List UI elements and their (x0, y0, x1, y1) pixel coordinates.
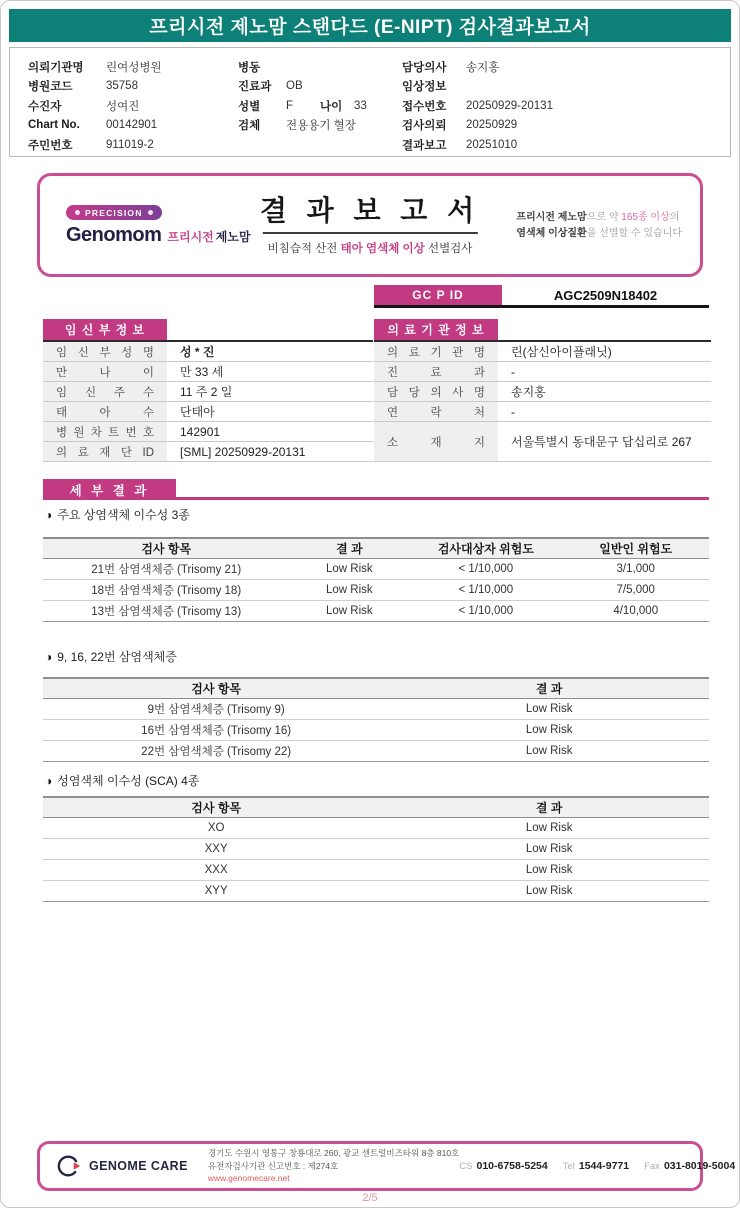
table-cell: Low Risk (525, 864, 573, 876)
table-cell: < 1/10,000 (458, 605, 514, 617)
report-header-box (37, 173, 703, 277)
brand-name: Genomom (66, 224, 162, 246)
field-label: 주민번호 (28, 139, 73, 152)
gcpid-row (374, 285, 709, 308)
table-title-row (43, 319, 373, 342)
field-value: 20250929-20131 (466, 99, 553, 112)
genome-care-logo (56, 1153, 188, 1179)
brand-kr-accent: 프리시전 (167, 230, 214, 244)
section-heading-trisomy-9-16-22 (45, 648, 177, 665)
row-label: 담 당 의 사 명 (374, 382, 498, 401)
field-label: 성별 (238, 100, 261, 113)
badge-dot-icon (148, 210, 153, 215)
table-cell: 7/5,000 (616, 584, 655, 596)
table-row (43, 839, 709, 860)
row-value: 단태아 (180, 405, 215, 419)
table-row (43, 601, 709, 622)
field-value: OB (286, 80, 303, 93)
row-value: 서울특별시 동대문구 답십리로 267 (511, 435, 692, 449)
table-cell: Low Risk (525, 745, 573, 757)
row-value: 142901 (180, 424, 221, 439)
row-label: 태 아 수 (43, 402, 167, 421)
info-row (402, 135, 720, 155)
field-label: 검체 (238, 120, 261, 133)
field-value: 송지홍 (466, 61, 500, 74)
row-value: 11 주 2 일 (180, 385, 233, 399)
table-cell: XO (207, 822, 225, 834)
table-cell: Low Risk (525, 724, 573, 736)
genomom-logo (66, 202, 251, 247)
precision-badge (66, 205, 162, 220)
row-label: 진 료 과 (374, 362, 498, 381)
detail-section-title: 세 부 결 과 (43, 479, 176, 500)
field-label: 의뢰기관명 (28, 61, 84, 74)
genome-care-logo-icon (56, 1153, 84, 1179)
table-row (374, 422, 711, 462)
section-heading-text: 성염색체 이수성 (SCA) 4종 (57, 774, 200, 788)
section-heading-sca (45, 772, 199, 789)
row-label: 소 재 지 (374, 422, 498, 461)
footer-website-link[interactable]: www.genomecare.net (207, 1173, 290, 1184)
info-row (238, 116, 413, 136)
table-row (43, 559, 709, 580)
table-row (43, 382, 373, 402)
table-row (43, 442, 373, 462)
table-header-row (43, 677, 709, 699)
column-header: 결 과 (535, 682, 563, 696)
table-cell: Low Risk (525, 843, 573, 855)
table-row (43, 362, 373, 382)
table-row (374, 362, 711, 382)
clinic-info-table (374, 319, 711, 462)
field-label: 결과보고 (402, 139, 447, 152)
table-row (374, 382, 711, 402)
table-header-row (43, 537, 709, 559)
table-title-row (374, 319, 711, 342)
table-cell: Low Risk (525, 703, 573, 715)
row-label: 의 료 재 단 ID (43, 442, 167, 461)
column-header: 검사 항목 (191, 682, 241, 696)
column-header: 검사 항목 (191, 801, 241, 815)
result-table-major-trisomy (43, 537, 709, 622)
table-cell: Low Risk (326, 563, 373, 575)
table-row (43, 720, 709, 741)
row-label: 의 료 기 관 명 (374, 342, 498, 361)
table-cell: 21번 삼염색체증 (Trisomy 21) (91, 564, 242, 576)
table-cell: 16번 삼염색체증 (Trisomy 16) (141, 725, 292, 737)
badge-dot-icon (75, 210, 80, 215)
row-label: 연 락 처 (374, 402, 498, 421)
table-row (43, 580, 709, 601)
row-label: 임 신 부 성 명 (43, 342, 167, 361)
field-label: 수진자 (28, 100, 62, 113)
field-label: 진료과 (238, 81, 272, 94)
footer-contacts (459, 1160, 735, 1172)
field-value: 911019-2 (106, 138, 154, 151)
table-cell: < 1/10,000 (458, 563, 514, 575)
contact-cs: CS 010-6758-5254 (459, 1160, 548, 1172)
table-cell: XYY (204, 885, 228, 897)
info-row (28, 116, 233, 136)
order-info-box (9, 47, 731, 157)
field-value: 33 (354, 99, 367, 112)
address-line-1: 경기도 수원시 영통구 창룡대로 260, 광교 센트럴비즈타워 8층 810호 (207, 1147, 460, 1158)
table-row (374, 342, 711, 362)
field-label: 나이 (320, 100, 343, 113)
field-value: 35758 (106, 80, 138, 93)
footer (37, 1141, 736, 1191)
gcpid-label: GC P ID (374, 285, 502, 305)
row-label: 만 나 이 (43, 362, 167, 381)
table-cell: < 1/10,000 (458, 584, 514, 596)
section-heading-text: 주요 상염색체 이수성 3종 (57, 508, 190, 522)
title-divider (262, 232, 477, 234)
table-row (43, 860, 709, 881)
table-row (43, 818, 709, 839)
table-title: 임 신 부 정 보 (43, 319, 167, 340)
row-value: 성 * 진 (180, 345, 215, 359)
address-line-2: 유전자검사기관 신고번호 : 제274호 (207, 1160, 339, 1171)
report-tagline: 프리시전 제노맘으로 약 165종 이상의 염색체 이상질환을 선별할 수 있습니다 (516, 212, 682, 239)
column-header: 일반인 위험도 (599, 542, 673, 556)
table-cell: XXY (204, 843, 228, 855)
info-row (28, 57, 233, 77)
row-value: 송지홍 (511, 385, 546, 399)
field-label: 접수번호 (402, 100, 447, 113)
info-row (402, 96, 720, 116)
column-header: 결 과 (535, 801, 563, 815)
result-table-trisomy-9-16-22 (43, 677, 709, 762)
field-label: 임상정보 (402, 81, 447, 94)
row-value: 린(삼신아이플래닛) (511, 345, 612, 359)
info-row (238, 77, 413, 97)
row-value: 만 33 세 (180, 365, 224, 379)
field-value: F (286, 99, 294, 112)
report-title: 결 과 보 고 서 (259, 195, 481, 226)
section-heading-major-trisomy (45, 506, 190, 523)
page-title: 프리시전 제노맘 스탠다드 (E-NIPT) 검사결과보고서 (9, 9, 731, 42)
badge-text: PRECISION (85, 207, 143, 218)
info-row (238, 96, 413, 116)
order-info-col-2 (238, 57, 413, 135)
section-heading-text: 9, 16, 22번 삼염색체증 (57, 650, 177, 664)
detail-section-header (43, 479, 709, 500)
footer-address (208, 1147, 459, 1185)
row-label: 임 신 주 수 (43, 382, 167, 401)
half-circle-bullet-icon: ◑ (45, 649, 53, 664)
field-label: 병원코드 (28, 81, 73, 94)
field-value: 성여진 (106, 100, 140, 113)
brand-kr: 제노맘 (215, 230, 251, 244)
info-row (402, 57, 720, 77)
result-table-sca (43, 796, 709, 902)
info-row (28, 96, 233, 116)
table-header-row (43, 796, 709, 818)
field-label: 검사의뢰 (402, 120, 447, 133)
table-cell: Low Risk (326, 605, 373, 617)
contact-tel: Tel 1544-9771 (562, 1160, 630, 1172)
table-cell: 22번 삼염색체증 (Trisomy 22) (141, 746, 292, 758)
report-title-block (260, 189, 480, 256)
table-cell: Low Risk (326, 584, 373, 596)
field-label: 병동 (238, 61, 261, 74)
row-value: - (511, 364, 515, 379)
info-row (238, 57, 413, 77)
table-cell: Low Risk (525, 822, 573, 834)
table-cell: 13번 삼염색체증 (Trisomy 13) (91, 606, 242, 618)
half-circle-bullet-icon: ◑ (45, 507, 53, 522)
column-header: 결 과 (336, 542, 363, 556)
table-cell: 9번 삼염색체증 (Trisomy 9) (147, 704, 285, 716)
field-label: Chart No. (28, 119, 80, 132)
order-info-col-3 (402, 57, 720, 155)
field-value: 20250929 (466, 119, 518, 132)
half-circle-bullet-icon: ◑ (45, 773, 53, 788)
column-header: 검사대상자 위험도 (437, 542, 534, 556)
table-cell: 18번 삼염색체증 (Trisomy 18) (91, 585, 242, 597)
order-info-col-1 (28, 57, 233, 155)
table-row (374, 402, 711, 422)
mother-info-table (43, 319, 373, 462)
table-cell: 3/1,000 (616, 563, 655, 575)
row-value: - (511, 404, 515, 419)
brand-line (66, 224, 251, 247)
info-row (402, 116, 720, 136)
table-row (43, 699, 709, 720)
field-label: 담당의사 (402, 61, 447, 74)
info-row (28, 135, 233, 155)
table-cell: 4/10,000 (613, 605, 659, 617)
table-title: 의 료 기 관 정 보 (374, 319, 498, 340)
info-row (402, 77, 720, 97)
field-value: 00142901 (106, 119, 158, 132)
table-cell: XXX (204, 864, 228, 876)
table-row (43, 342, 373, 362)
field-value: 린여성병원 (106, 61, 162, 74)
genome-care-name: GENOME CARE (89, 1159, 188, 1173)
field-value: 전용용기 혈장 (286, 120, 356, 133)
report-subtitle: 비침습적 산전 태아 염색체 이상 선별검사 (267, 243, 473, 255)
info-row (28, 77, 233, 97)
table-row (43, 422, 373, 442)
gcpid-value: AGC2509N18402 (553, 287, 658, 303)
column-header: 검사 항목 (141, 542, 192, 556)
table-row (43, 881, 709, 902)
row-label: 병 원 차 트 번 호 (43, 422, 167, 441)
field-value: 20251010 (466, 138, 518, 151)
table-row (43, 402, 373, 422)
table-row (43, 741, 709, 762)
page-number: 2/5 (362, 1192, 378, 1204)
table-cell: Low Risk (525, 885, 573, 897)
row-value: [SML] 20250929-20131 (180, 444, 306, 459)
contact-fax: Fax 031-8019-5004 (644, 1160, 736, 1172)
